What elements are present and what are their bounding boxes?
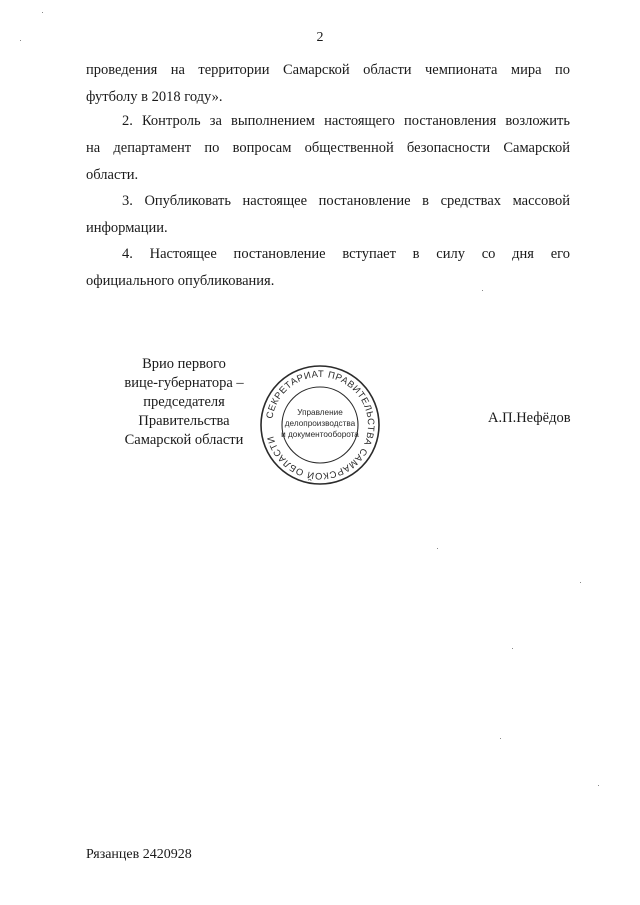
paragraph-line: футболу в 2018 году». [86, 89, 223, 105]
position-line: Врио первого [142, 356, 226, 372]
official-stamp [258, 363, 382, 487]
paragraph-line: информации. [86, 220, 168, 236]
paragraph-line: 3. Опубликовать настоящее постановление в средствах массовой [122, 193, 570, 209]
scan-speck [580, 582, 581, 583]
scan-speck [437, 548, 438, 549]
paragraph-line: официального опубликования. [86, 273, 275, 289]
stamp-inner-line: Управление [297, 408, 343, 417]
scan-speck [482, 290, 483, 291]
paragraph-line: 4. Настоящее постановление вступает в силу со дня его [122, 246, 570, 262]
scan-speck [20, 40, 21, 41]
position-line: вице-губернатора – [124, 375, 244, 391]
position-line: председателя Правительства [138, 394, 230, 429]
stamp-inner-line: делопроизводства [284, 419, 356, 428]
signatory-position [108, 355, 260, 450]
scan-speck [42, 12, 43, 13]
paragraph-item-4 [86, 241, 570, 295]
paragraph-item-3 [86, 188, 570, 242]
scan-speck [598, 785, 599, 786]
paragraph-item-2 [86, 108, 570, 189]
paragraph-line: области. [86, 167, 139, 183]
paragraph-line: 2. Контроль за выполнением настоящего постановления возложить [122, 113, 570, 129]
position-line: Самарской области [124, 432, 244, 448]
paragraph-line: на департамент по вопросам общественной безопасности Самарской [86, 140, 570, 156]
page-number: 2 [316, 30, 324, 45]
scan-speck [500, 738, 501, 739]
paragraph-continuation [86, 57, 570, 111]
paragraph-line: проведения на территории Самарской области чемпионата мира по [86, 62, 570, 78]
stamp-ring-text: СЕКРЕТАРИАТ ПРАВИТЕЛЬСТВА САМАРСКОЙ ОБЛАСТИ [263, 367, 378, 483]
signatory-name: А.П.Нефёдов [488, 410, 571, 426]
stamp-inner-line: и документооборота [281, 430, 359, 439]
scan-speck [512, 648, 513, 649]
executor-note: Рязанцев 2420928 [86, 847, 192, 862]
